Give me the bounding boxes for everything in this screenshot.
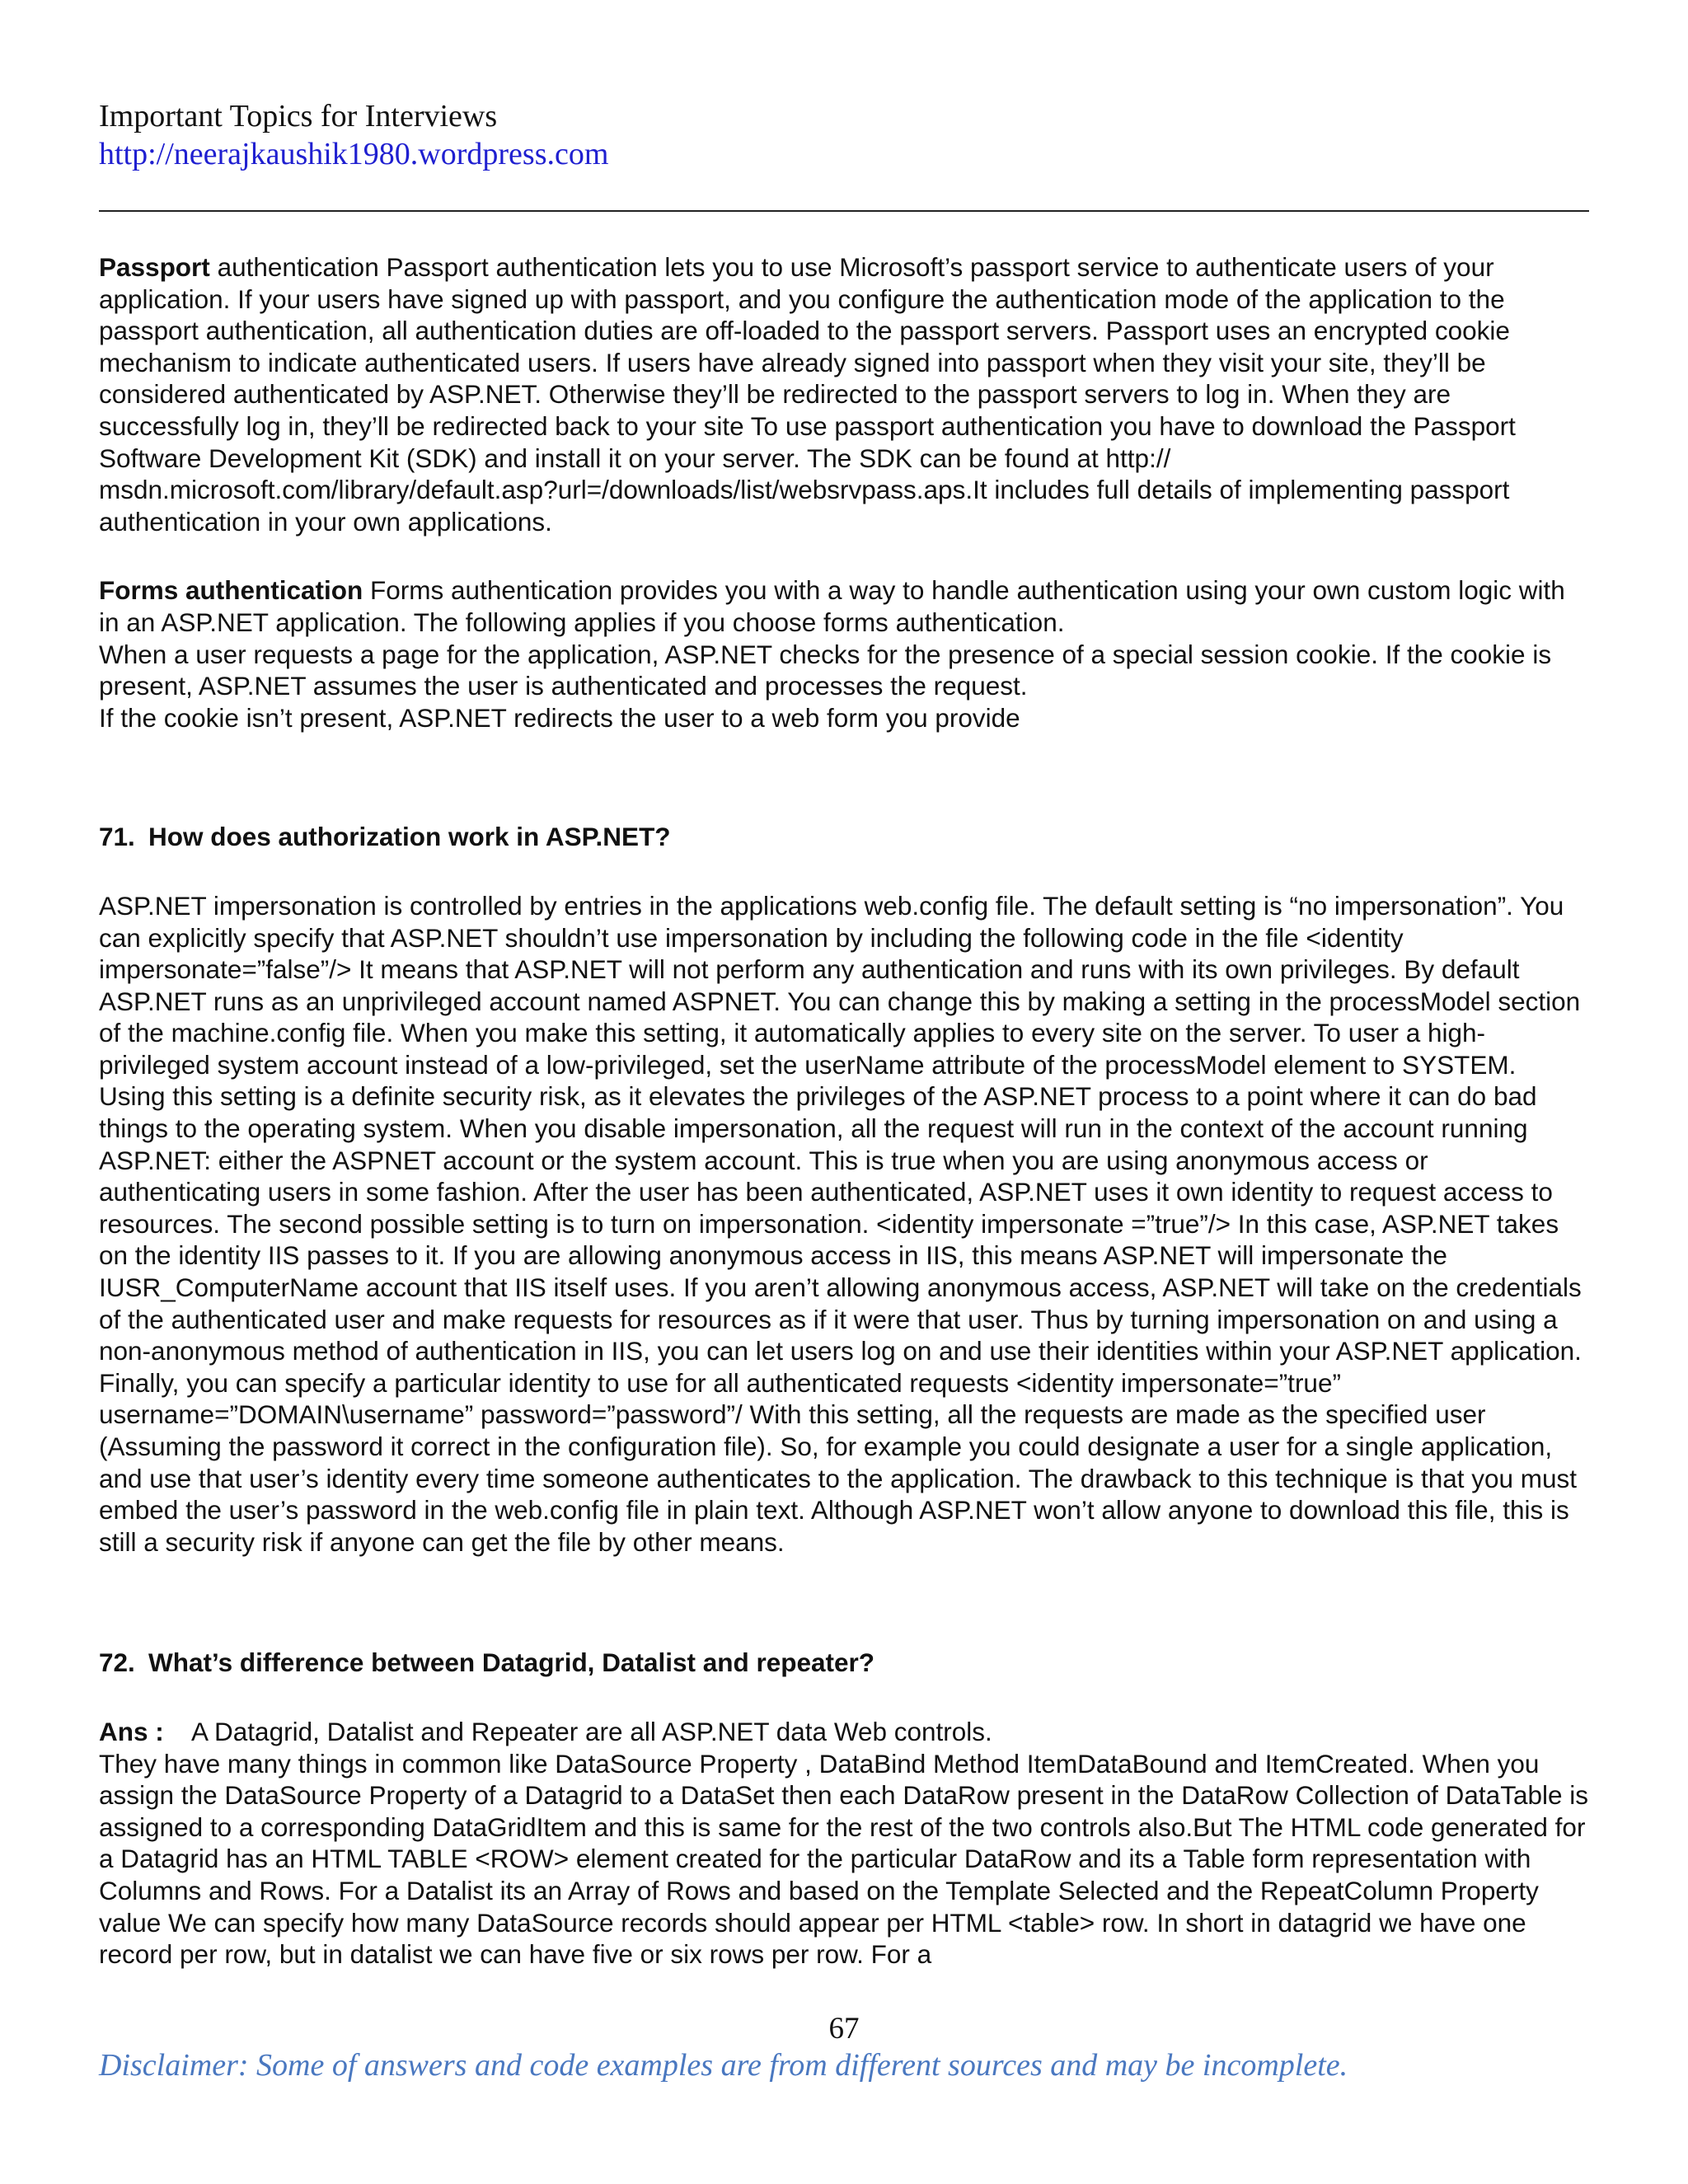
passport-term: Passport <box>99 252 210 282</box>
question-71-answer: ASP.NET impersonation is controlled by entries in the applications web.config file. The default setting is “no impersonation”. You can explicitly specify that ASP.NET shouldn’t use impersonation by including the following code in the file <identity impersonate=”false”/> It means that ASP.NET will not perform any authentication and runs with its own privileges. By default ASP.NET runs as an unprivileged account named ASPNET. You can change this by making a setting in the processModel section of the machine.config file. When you make this setting, it automatically applies to every site on the server. To user a high-privileged system account instead of a low-privileged, set the userName attribute of the processModel element to SYSTEM. Using this setting is a definite security risk, as it elevates the privileges of the ASP.NET process to a point where it can do bad things to the operating system. When you disable impersonation, all the request will run in the context of the account running ASP.NET: either the ASPNET account or the system account. This is true when you are using anonymous access or authenticating users in some fashion. After the user has been authenticated, ASP.NET uses it own identity to request access to resources. The second possible setting is to turn on impersonation. <identity impersonate =”true”/> In this case, ASP.NET takes on the identity IIS passes to it. If you are allowing anonymous access in IIS, this means ASP.NET will impersonate the IUSR_ComputerName account that IIS itself uses. If you aren’t allowing anonymous access, ASP.NET will take on the credentials of the authenticated user and make requests for resources as if it were that user. Thus by turning impersonation on and using a non-anonymous method of authentication in IIS, you can let users log on and use their identities within your ASP.NET application. Finally, you can specify a particular identity to use for all authenticated requests <identity impersonate=”true” username=”DOMAIN\username” password=”password”/ With this setting, all the requests are made as the specified user (Assuming the password it correct in the configuration file). So, for example you could designate a user for a single application, and use that user’s identity every time someone authenticates to the application. The drawback to this technique is that you must embed the user’s password in the web.config file in plain text. Although ASP.NET won’t allow anyone to download this file, this is still a security risk if anyone can get the file by other means. <box>99 890 1582 1557</box>
passport-text: authentication Passport authentication lets you to use Microsoft’s passport service to authenticate users of your application. If your users have signed up with passport, and you configure the authentication mode of the application to the passport authentication, all authentication duties are off-loaded to the passport servers. Passport uses an encrypted cookie mechanism to indicate authenticated users. If users have already signed into passport when they visit your site, they’ll be considered authenticated by ASP.NET. Otherwise they’ll be redirected to the passport servers to log in. When they are successfully log in, they’ll be redirected back to your site To use passport authentication you have to download the Passport Software Development Kit (SDK) and install it on your server. The SDK can be found at http:// msdn.microsoft.com/library/default.asp?url=/downloads/list/websrvpass.aps.It includes full details of implementing passport authentication in your own applications. <box>99 252 1516 537</box>
passport-paragraph <box>99 251 1589 537</box>
forms-line-2: When a user requests a page for the application, ASP.NET checks for the presence of a special session cookie. If the cookie is present, ASP.NET assumes the user is authenticated and processes the request. <box>99 639 1552 701</box>
page-number: 67 <box>828 2012 860 2046</box>
forms-paragraph <box>99 574 1589 638</box>
ans-label: Ans : <box>99 1716 164 1746</box>
document-body <box>99 251 1589 1971</box>
ans-first-line: A Datagrid, Datalist and Repeater are all ASP.NET data Web controls. <box>163 1716 992 1746</box>
header-title: Important Topics for Interviews <box>99 99 498 134</box>
question-71-heading <box>99 821 1589 853</box>
question-72-heading <box>99 1647 1589 1679</box>
question-72-answer: They have many things in common like DataSource Property , DataBind Method ItemDataBound and ItemCreated. When you assign the DataSource Property of a Datagrid to a DataSet then each DataRow present in the DataRow Collection of DataTable is assigned to a corresponding DataGridItem and this is same for the rest of the two controls also.But The HTML code generated for a Datagrid has an HTML TABLE <ROW> element created for the particular DataRow and its a Table form representation with Columns and Rows. For a Datalist its an Array of Rows and based on the Template Selected and the RepeatColumn Property value We can specify how many DataSource records should appear per HTML <table> row. In short in datagrid we have one record per row, but in datalist we can have five or six rows per row. For a <box>99 1748 1589 1970</box>
header-divider <box>99 210 1589 212</box>
question-71-number: 71. <box>99 822 135 852</box>
question-72-text: What’s difference between Datagrid, Datalist and repeater? <box>148 1647 875 1678</box>
forms-term: Forms authentication <box>99 575 363 606</box>
question-71-text: How does authorization work in ASP.NET? <box>148 822 671 852</box>
page-header <box>99 97 608 173</box>
forms-line-3: If the cookie isn’t present, ASP.NET redirects the user to a web form you provide <box>99 702 1020 733</box>
header-url-link[interactable]: http://neerajkaushik1980.wordpress.com <box>99 137 609 171</box>
question-72-number: 72. <box>99 1647 135 1678</box>
disclaimer: Disclaimer: Some of answers and code examples are from different sources and may be incomplete. <box>99 2048 1348 2083</box>
forms-text: Forms authentication provides you with a way to handle authentication using your own custom logic with in an ASP.NET application. The following applies if you choose forms authentication. <box>99 575 1565 637</box>
question-72-answer-intro <box>99 1716 1589 1748</box>
